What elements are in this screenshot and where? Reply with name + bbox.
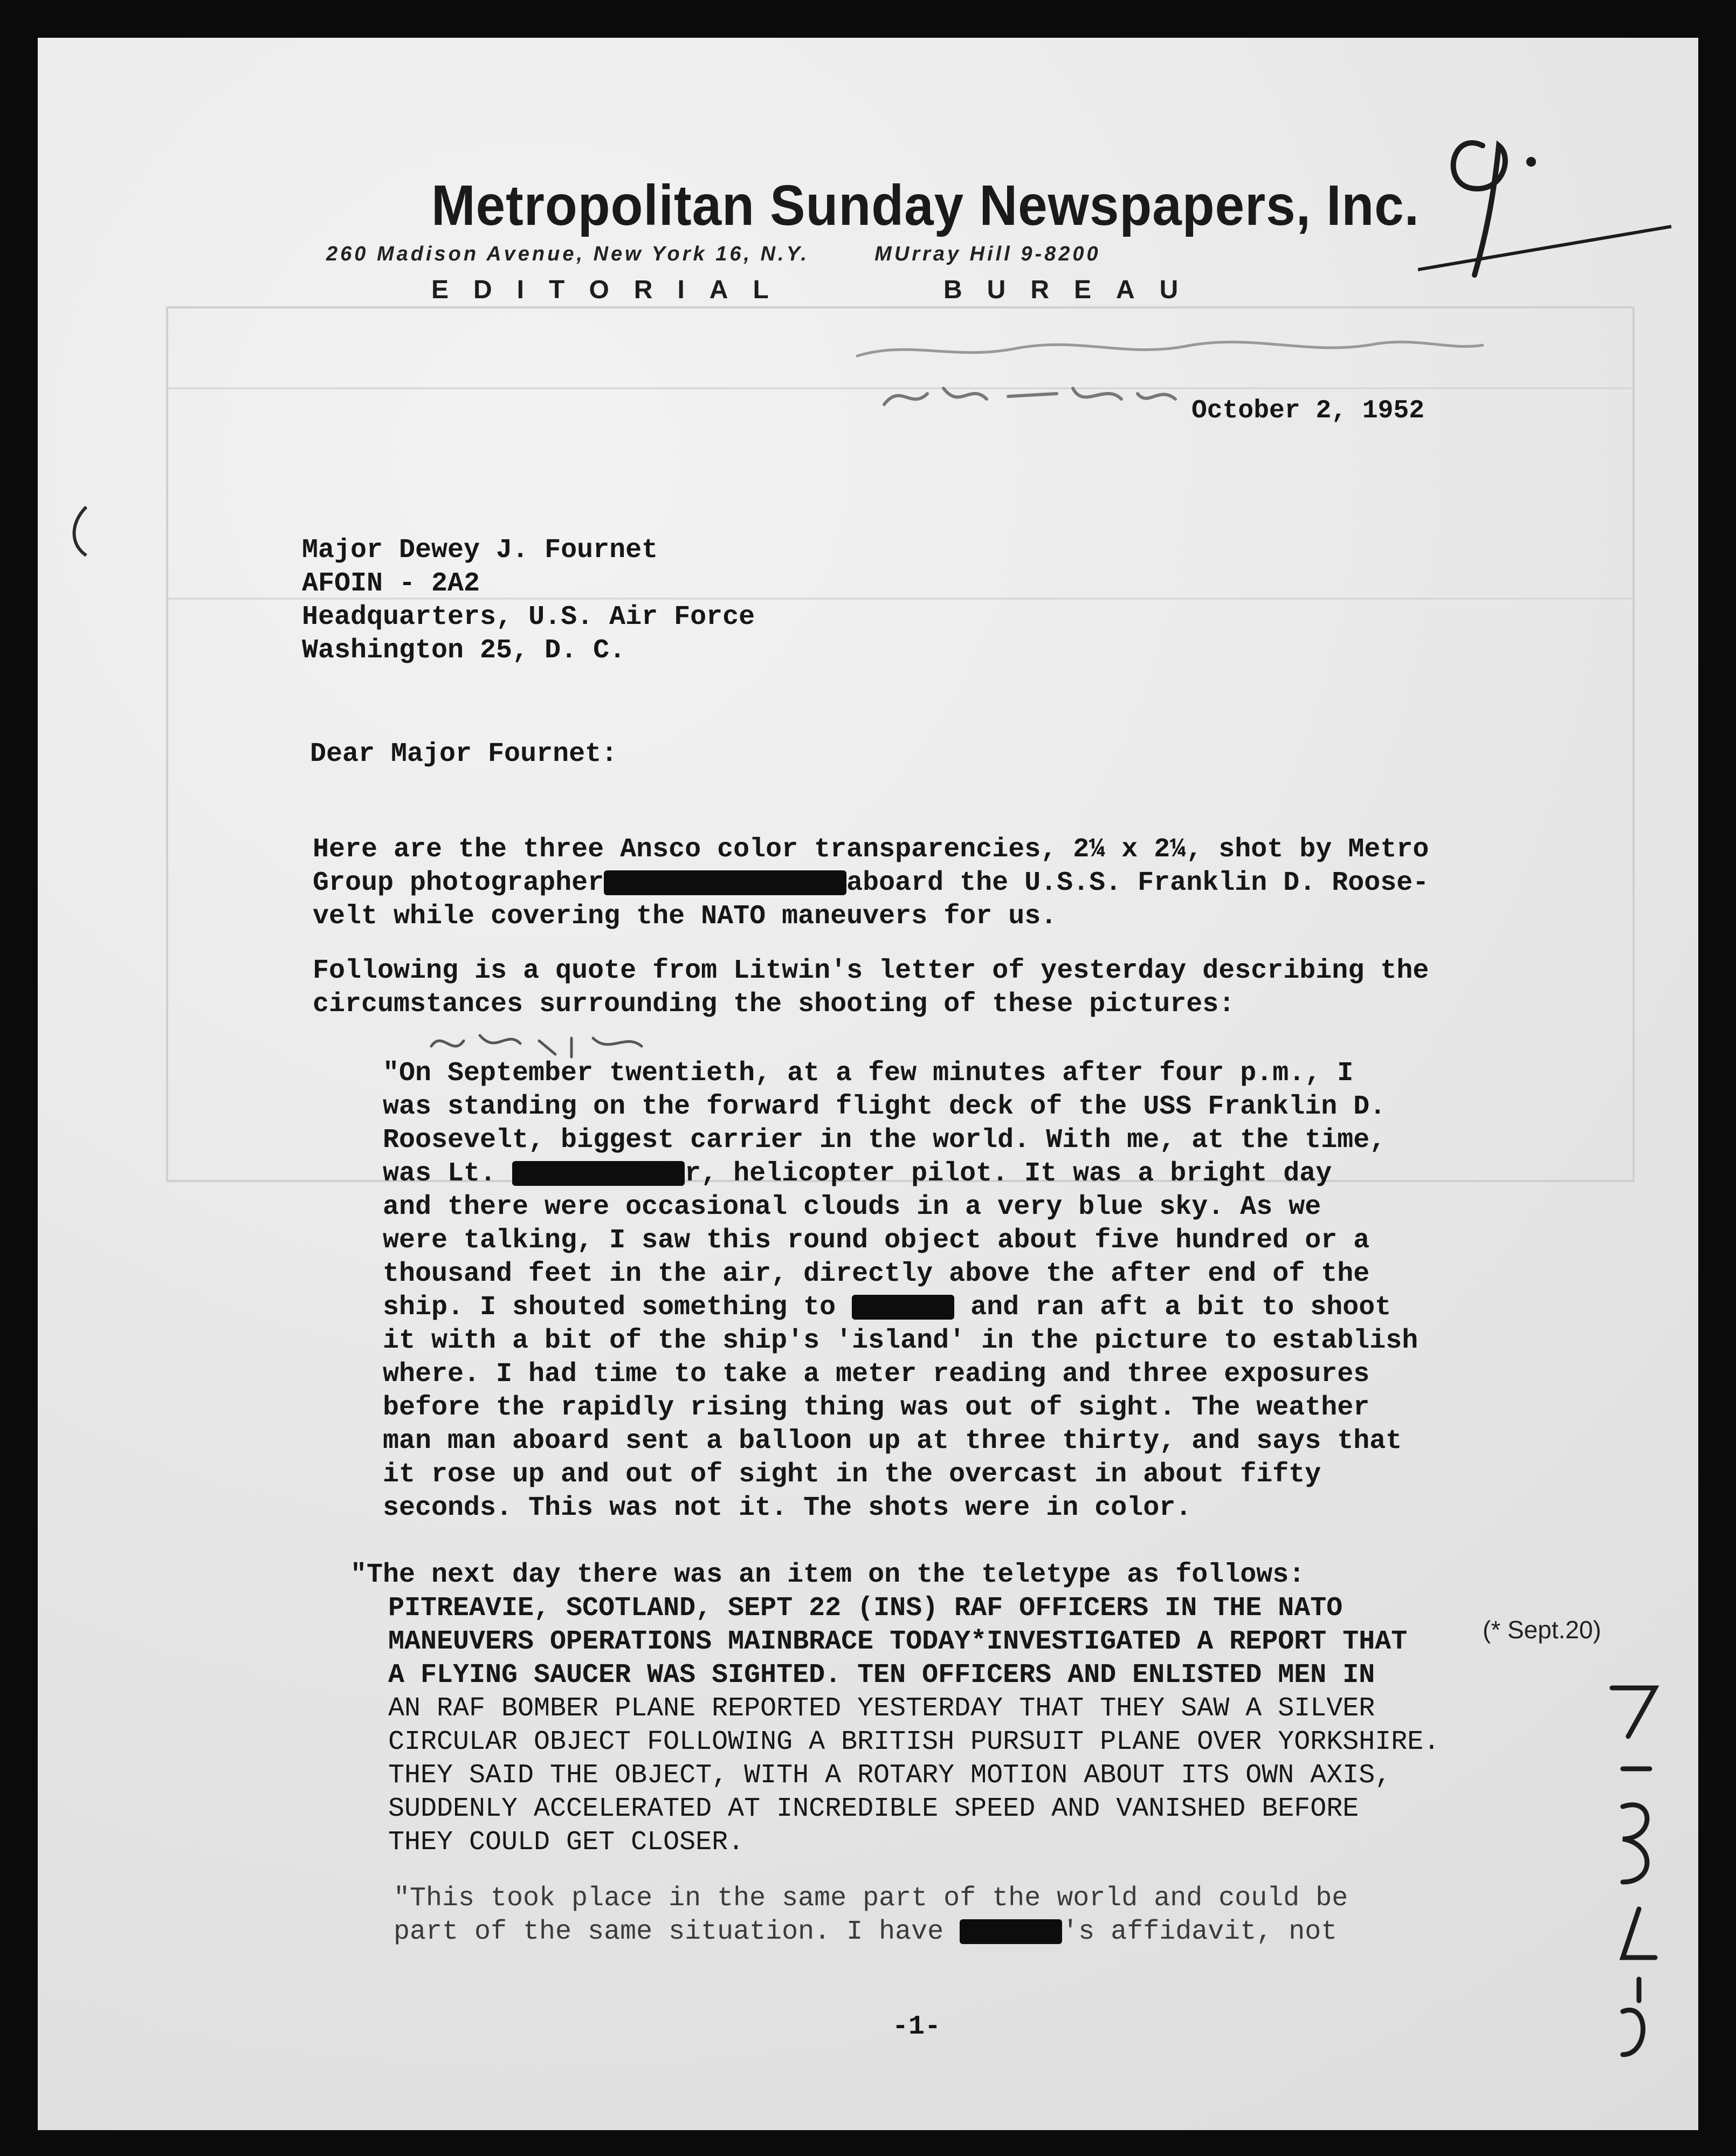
recipient-city: Washington 25, D. C. bbox=[302, 635, 626, 666]
text-fragment: 's affidavit, not bbox=[1062, 1917, 1338, 1947]
paragraph-2-line: circumstances surrounding the shooting of these pictures: bbox=[313, 989, 1235, 1020]
teletype-line: CIRCULAR OBJECT FOLLOWING A BRITISH PURSUIT PLANE OVER YORKSHIRE. bbox=[388, 1727, 1440, 1757]
quote-line bbox=[383, 1157, 1418, 1191]
letterhead-dept-right: BUREAU bbox=[943, 276, 1203, 304]
quote-line: were talking, I saw this round object about five hundred or a bbox=[383, 1225, 1370, 1256]
quote-line: "This took place in the same part of the world and could be bbox=[394, 1883, 1348, 1914]
quote-line: where. I had time to take a meter reading and three exposures bbox=[383, 1359, 1370, 1390]
teletype-line: AN RAF BOMBER PLANE REPORTED YESTERDAY THAT THEY SAW A SILVER bbox=[388, 1693, 1375, 1724]
side-note: (* Sept.20) bbox=[1483, 1616, 1601, 1644]
margin-bracket-mark bbox=[62, 502, 94, 561]
text-fragment: was Lt. bbox=[383, 1158, 497, 1189]
quote-line: thousand feet in the air, directly above the after end of the bbox=[383, 1259, 1370, 1289]
handwritten-stamp-date bbox=[879, 377, 1181, 415]
quote-line: man man aboard sent a balloon up at three thirty, and says that bbox=[383, 1426, 1402, 1457]
letterhead-company: Metropolitan Sunday Newspapers, Inc. bbox=[431, 173, 1420, 237]
text-fragment: Group photographer bbox=[313, 868, 604, 898]
recipient-office: AFOIN - 2A2 bbox=[302, 568, 480, 599]
letterhead-dept-left: EDITORIAL bbox=[431, 276, 794, 304]
redaction-bar bbox=[852, 1295, 954, 1320]
salutation: Dear Major Fournet: bbox=[310, 739, 618, 770]
letterhead-phone: MUrray Hill 9-8200 bbox=[874, 243, 1101, 265]
paragraph-2-line: Following is a quote from Litwin's letter of yesterday describing the bbox=[313, 956, 1429, 986]
teletype-line: SUDDENLY ACCELERATED AT INCREDIBLE SPEED AND VANISHED BEFORE bbox=[388, 1794, 1359, 1824]
document-page bbox=[38, 38, 1698, 2130]
paragraph-1-line: Here are the three Ansco color transparencies, 2¼ x 2¼, shot by Metro bbox=[313, 834, 1429, 865]
quote-line: before the rapidly rising thing was out of sight. The weather bbox=[383, 1392, 1370, 1423]
teletype-line: MANEUVERS OPERATIONS MAINBRACE TODAY*INVESTIGATED A REPORT THAT bbox=[388, 1626, 1408, 1657]
redaction-bar bbox=[960, 1919, 1062, 1944]
teletype-line: A FLYING SAUCER WAS SIGHTED. TEN OFFICERS AND ENLISTED MEN IN bbox=[388, 1660, 1375, 1691]
handwritten-margin-number bbox=[1590, 1677, 1682, 2065]
quote-line: "The next day there was an item on the teletype as follows: bbox=[350, 1560, 1305, 1590]
quote-line: it with a bit of the ship's 'island' in the picture to establish bbox=[383, 1326, 1418, 1356]
quote-continuation bbox=[394, 1882, 1348, 1949]
redaction-bar bbox=[512, 1161, 685, 1186]
letterhead-address bbox=[326, 243, 1101, 266]
text-fragment: and ran aft a bit to shoot bbox=[970, 1292, 1391, 1323]
handwritten-name-note bbox=[846, 329, 1493, 372]
text-fragment: ship. I shouted something to bbox=[383, 1292, 836, 1323]
quote-line: "On September twentieth, at a few minutes after four p.m., I bbox=[383, 1058, 1354, 1089]
teletype-line: THEY SAID THE OBJECT, WITH A ROTARY MOTION ABOUT ITS OWN AXIS, bbox=[388, 1760, 1391, 1791]
text-fragment: part of the same situation. I have bbox=[394, 1917, 944, 1947]
redaction-bar bbox=[604, 870, 846, 895]
handwritten-page-mark bbox=[1418, 97, 1677, 291]
paragraph-1-line: velt while covering the NATO maneuvers for us. bbox=[313, 901, 1057, 932]
quote-line bbox=[394, 1915, 1348, 1949]
recipient-name: Major Dewey J. Fournet bbox=[302, 535, 658, 566]
text-fragment: r, helicopter pilot. It was a bright day bbox=[685, 1158, 1332, 1189]
quote-line: was standing on the forward flight deck of the USS Franklin D. bbox=[383, 1091, 1386, 1122]
teletype-line: THEY COULD GET CLOSER. bbox=[388, 1827, 745, 1858]
paragraph-1 bbox=[313, 833, 1429, 933]
letterhead-street: 260 Madison Avenue, New York 16, N.Y. bbox=[326, 243, 810, 265]
recipient-org: Headquarters, U.S. Air Force bbox=[302, 602, 755, 633]
quote-litwin bbox=[383, 1057, 1418, 1525]
paragraph-2 bbox=[313, 955, 1429, 1021]
quote-line: it rose up and out of sight in the overcast in about fifty bbox=[383, 1459, 1321, 1490]
text-fragment: aboard the U.S.S. Franklin D. Roose- bbox=[846, 868, 1429, 898]
paragraph-1-line bbox=[313, 867, 1429, 900]
teletype-line: PITREAVIE, SCOTLAND, SEPT 22 (INS) RAF OFFICERS IN THE NATO bbox=[388, 1593, 1343, 1624]
letter-date: October 2, 1952 bbox=[1191, 396, 1425, 425]
quote-line: Roosevelt, biggest carrier in the world. With me, at the time, bbox=[383, 1125, 1386, 1156]
quote-line bbox=[383, 1291, 1418, 1324]
page-number: -1- bbox=[892, 2011, 941, 2042]
quote-teletype bbox=[350, 1558, 1439, 1859]
recipient-address bbox=[302, 534, 755, 668]
quote-line: and there were occasional clouds in a very blue sky. As we bbox=[383, 1192, 1321, 1223]
quote-line: seconds. This was not it. The shots were in color. bbox=[383, 1493, 1192, 1523]
